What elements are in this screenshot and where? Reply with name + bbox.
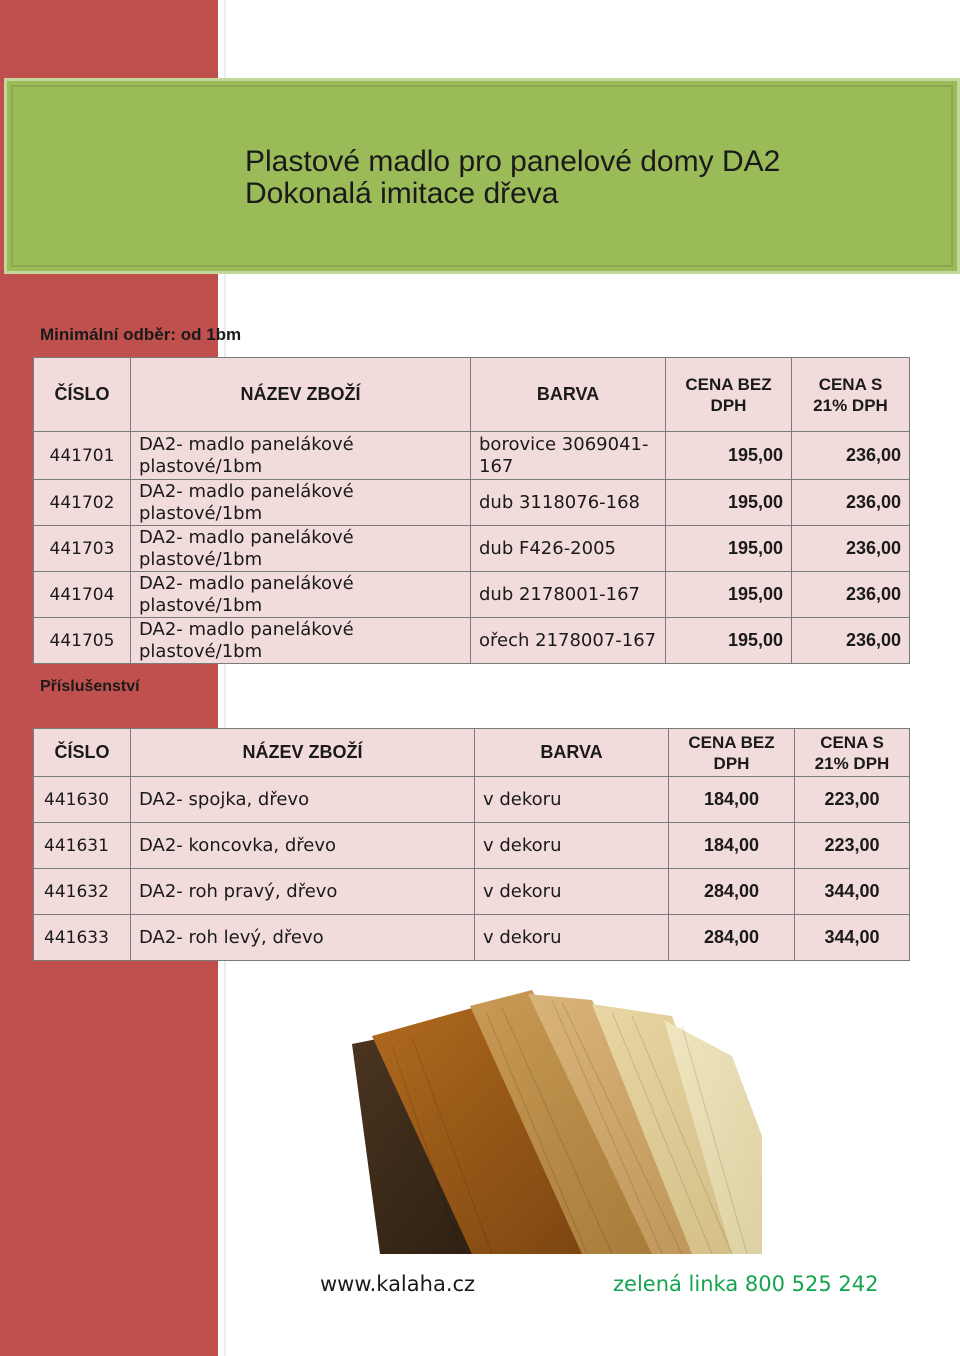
header-price-gross: CENA S 21% DPH xyxy=(795,729,910,777)
product-price-gross: 236,00 xyxy=(792,526,910,572)
header-color: BARVA xyxy=(471,358,666,432)
product-price-gross: 236,00 xyxy=(792,432,910,480)
product-code: 441702 xyxy=(34,480,131,526)
header-code: ČÍSLO xyxy=(34,358,131,432)
accessory-price-net: 284,00 xyxy=(669,915,795,961)
product-name: DA2- madlo panelákové plastové/1bm xyxy=(131,480,471,526)
accessory-price-net: 284,00 xyxy=(669,869,795,915)
table-row xyxy=(34,915,910,961)
product-price-net: 195,00 xyxy=(666,480,792,526)
accessory-color: v dekoru xyxy=(475,777,669,823)
product-price-net: 195,00 xyxy=(666,432,792,480)
product-name: DA2- madlo panelákové plastové/1bm xyxy=(131,432,471,480)
products-table xyxy=(33,357,910,664)
product-price-gross: 236,00 xyxy=(792,618,910,664)
product-color: ořech 2178007-167 xyxy=(471,618,666,664)
product-color: dub 3118076-168 xyxy=(471,480,666,526)
accessory-price-gross: 344,00 xyxy=(795,869,910,915)
accessory-color: v dekoru xyxy=(475,915,669,961)
product-color: dub 2178001-167 xyxy=(471,572,666,618)
header-code: ČÍSLO xyxy=(34,729,131,777)
page-title xyxy=(245,146,780,210)
table-row xyxy=(34,823,910,869)
title-line-1: Plastové madlo pro panelové domy DA2 xyxy=(245,145,781,178)
accessory-price-net: 184,00 xyxy=(669,777,795,823)
wood-samples-image xyxy=(352,986,762,1254)
header-name: NÁZEV ZBOŽÍ xyxy=(131,358,471,432)
product-price-net: 195,00 xyxy=(666,572,792,618)
products-header-row xyxy=(34,358,910,432)
header-price-net: CENA BEZ DPH xyxy=(669,729,795,777)
title-line-2: Dokonalá imitace dřeva xyxy=(245,177,559,210)
min-order-text: Minimální odběr: od 1bm xyxy=(40,325,242,344)
accessory-price-net: 184,00 xyxy=(669,823,795,869)
accessories-table xyxy=(33,728,910,961)
header-price-gross: CENA S 21% DPH xyxy=(792,358,910,432)
accessory-name: DA2- koncovka, dřevo xyxy=(131,823,475,869)
footer-phone: zelená linka 800 525 242 xyxy=(613,1272,879,1296)
header-name: NÁZEV ZBOŽÍ xyxy=(131,729,475,777)
accessories-heading: Příslušenství xyxy=(40,678,140,695)
product-code: 441703 xyxy=(34,526,131,572)
table-row xyxy=(34,432,910,480)
product-color: dub F426-2005 xyxy=(471,526,666,572)
product-name: DA2- madlo panelákové plastové/1bm xyxy=(131,526,471,572)
accessories-header-row xyxy=(34,729,910,777)
accessory-code: 441631 xyxy=(34,823,131,869)
table-row xyxy=(34,777,910,823)
accessory-color: v dekoru xyxy=(475,823,669,869)
product-code: 441704 xyxy=(34,572,131,618)
accessory-color: v dekoru xyxy=(475,869,669,915)
header-price-net: CENA BEZ DPH xyxy=(666,358,792,432)
product-price-net: 195,00 xyxy=(666,618,792,664)
accessory-code: 441632 xyxy=(34,869,131,915)
header-color: BARVA xyxy=(475,729,669,777)
accessory-code: 441630 xyxy=(34,777,131,823)
table-row xyxy=(34,869,910,915)
footer-website: www.kalaha.cz xyxy=(320,1272,476,1296)
product-code: 441701 xyxy=(34,432,131,480)
table-row xyxy=(34,526,910,572)
product-price-gross: 236,00 xyxy=(792,572,910,618)
product-name: DA2- madlo panelákové plastové/1bm xyxy=(131,572,471,618)
product-price-gross: 236,00 xyxy=(792,480,910,526)
accessory-name: DA2- roh levý, dřevo xyxy=(131,915,475,961)
accessory-price-gross: 223,00 xyxy=(795,777,910,823)
table-row xyxy=(34,572,910,618)
product-code: 441705 xyxy=(34,618,131,664)
accessory-price-gross: 223,00 xyxy=(795,823,910,869)
accessory-name: DA2- roh pravý, dřevo xyxy=(131,869,475,915)
accessory-name: DA2- spojka, dřevo xyxy=(131,777,475,823)
accessory-price-gross: 344,00 xyxy=(795,915,910,961)
accessory-code: 441633 xyxy=(34,915,131,961)
product-price-net: 195,00 xyxy=(666,526,792,572)
product-name: DA2- madlo panelákové plastové/1bm xyxy=(131,618,471,664)
table-row xyxy=(34,480,910,526)
product-color: borovice 3069041-167 xyxy=(471,432,666,480)
table-row xyxy=(34,618,910,664)
